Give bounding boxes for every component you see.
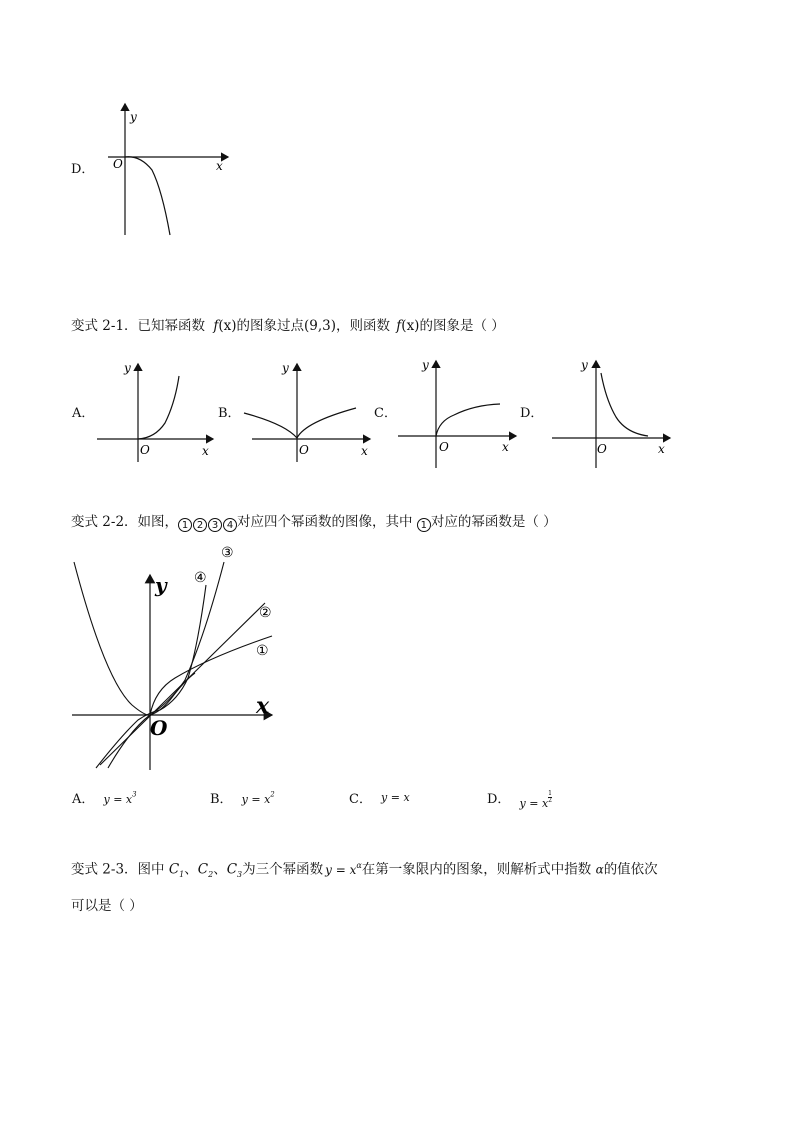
q23-mid2: 在第一象限内的图象，则解析式中指数 <box>361 861 592 878</box>
graph-option-d2 <box>550 355 675 470</box>
q21-suffix: 的图象是（ ） <box>419 318 505 334</box>
x-axis-label: x <box>361 444 368 458</box>
curve-label-4: ④ <box>194 570 207 586</box>
graph-option-c <box>396 355 521 470</box>
x-axis-label: x <box>502 440 509 454</box>
graph-option-b <box>240 358 375 463</box>
circled-number-4: 4 <box>223 518 237 532</box>
origin-label: O <box>150 716 168 740</box>
q22-option-a[interactable] <box>72 788 137 807</box>
origin-label: O <box>140 443 150 457</box>
y-axis-label: y <box>130 110 137 124</box>
q23-suffix: 的值依次 <box>603 861 658 878</box>
origin-label: O <box>113 157 123 171</box>
q23-sep1: 、 <box>184 861 198 878</box>
c2: C <box>197 861 209 878</box>
option-letter: D． <box>487 792 511 807</box>
x-axis-label: x <box>658 442 665 456</box>
circled-number-3: 3 <box>208 518 222 532</box>
q22-circles <box>178 518 237 532</box>
q21-option-a[interactable]: A． <box>72 406 95 421</box>
y-axis-label: y <box>124 361 131 375</box>
option-expr: y = x <box>103 793 133 806</box>
x-axis-label: x <box>216 159 223 173</box>
origin-label: O <box>439 440 449 454</box>
c3: C <box>226 861 238 878</box>
option-letter: A． <box>72 792 95 807</box>
curve-label-1: ① <box>256 643 269 659</box>
q23-sep2: 、 <box>213 861 227 878</box>
option-expr: y = x <box>241 793 271 806</box>
q21-option-d[interactable]: D． <box>520 406 544 421</box>
y-axis-label: y <box>581 358 588 372</box>
option-exponent-fraction <box>548 791 552 804</box>
q22-option-d[interactable] <box>487 780 552 810</box>
y-axis-label: y <box>282 361 289 375</box>
circled-number-1-ref: 1 <box>417 518 431 532</box>
option-exponent: 3 <box>132 790 137 799</box>
q21-option-c[interactable]: C． <box>374 406 397 421</box>
c1: C <box>168 861 180 878</box>
option-expr: y = x <box>519 797 549 810</box>
graph-power-functions <box>60 540 290 775</box>
q21-point: (9,3) <box>303 318 336 334</box>
q21-f2-arg: (x) <box>401 318 420 334</box>
q21-f1: f <box>213 318 219 334</box>
curve-label-3: ③ <box>221 545 234 561</box>
graph-option-a <box>95 358 220 463</box>
c2-sub: 2 <box>208 870 214 880</box>
q21-mid1: 的图象过点 <box>236 318 304 334</box>
c3-sub: 3 <box>237 870 243 880</box>
q22-suffix: 对应的幂函数是（ ） <box>430 514 557 530</box>
curve <box>125 157 170 235</box>
q23-alpha: α <box>595 862 604 877</box>
q21-mid2: ，则函数 <box>336 318 390 334</box>
curve <box>601 373 648 436</box>
origin-label: O <box>299 443 309 457</box>
q23-expr: y = x <box>325 862 357 877</box>
curve-1 <box>150 636 272 715</box>
curve <box>244 408 356 438</box>
curve-2 <box>100 603 265 765</box>
q23-expr-exp: α <box>356 861 362 870</box>
q23-line2: 可以是（ ） <box>71 898 143 914</box>
q22-prefix: 变式 2-2．如图， <box>71 514 179 530</box>
q21-option-b[interactable]: B． <box>218 406 241 421</box>
origin-label: O <box>597 442 607 456</box>
option-letter: C． <box>349 792 372 807</box>
c1-sub: 1 <box>179 870 185 880</box>
y-axis-label: y <box>422 358 429 372</box>
question-2-1 <box>71 320 505 334</box>
curve-label-2: ② <box>259 605 272 621</box>
question-2-2 <box>71 516 557 532</box>
circled-number-2: 2 <box>193 518 207 532</box>
curve-parabola <box>74 562 195 715</box>
circled-number-1: 1 <box>178 518 192 532</box>
x-axis-label: x <box>202 444 209 458</box>
option-exponent: 2 <box>270 790 275 799</box>
fraction-denominator: 2 <box>548 797 552 804</box>
q21-f2: f <box>396 318 402 334</box>
y-axis-label: y <box>155 573 167 597</box>
q22-option-b[interactable] <box>210 788 275 807</box>
graph-option-d <box>100 100 240 240</box>
q23-mid: 为三个幂函数 <box>242 861 324 878</box>
q22-option-c[interactable] <box>349 786 410 805</box>
q21-f1-arg: (x) <box>218 318 237 334</box>
option-expr: y = x <box>381 791 410 804</box>
x-axis-label: x <box>256 693 270 719</box>
option-d-label: D． <box>71 162 95 177</box>
curve <box>138 376 179 439</box>
option-letter: B． <box>210 792 233 807</box>
q23-prefix: 变式 2-3．图中 <box>71 861 165 878</box>
fraction-numerator: 1 <box>548 790 552 797</box>
question-2-3 <box>71 862 658 879</box>
curve <box>436 404 500 436</box>
q21-prefix: 变式 2-1．已知幂函数 <box>71 318 206 334</box>
q22-mid: 对应四个幂函数的图像，其中 <box>237 514 413 530</box>
